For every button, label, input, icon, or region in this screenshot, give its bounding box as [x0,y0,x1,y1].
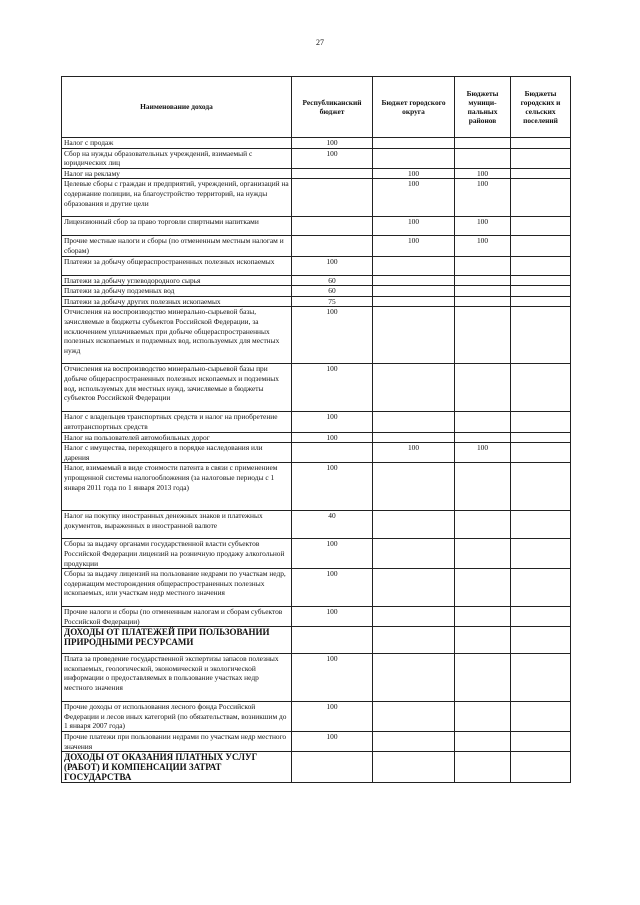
revenue-name-cell: Лицензионный сбор за право торговли спиртными напитками [62,217,292,236]
table-row [62,732,571,752]
municipal-district-share-cell [455,364,511,412]
city-district-share-cell [373,511,455,539]
settlement-share-cell [511,148,571,168]
municipal-district-share-cell [455,286,511,297]
republic-share-cell: 100 [292,702,373,732]
republic-share-cell: 100 [292,138,373,149]
city-district-share-cell [373,627,455,654]
revenue-name-cell: Налог с владельцев транспортных средств и налог на приобретение автотранспортных средств [62,412,292,432]
municipal-district-share-cell [455,511,511,539]
city-district-share-cell [373,275,455,286]
municipal-district-share-cell: 100 [455,168,511,179]
republic-share-cell: 100 [292,307,373,364]
table-row [62,179,571,217]
header-settlements-budget: Бюджеты городских и сельских поселений [511,77,571,138]
republic-share-cell: 60 [292,275,373,286]
city-district-share-cell: 100 [373,168,455,179]
city-district-share-cell [373,364,455,412]
municipal-district-share-cell [455,569,511,607]
table-row [62,168,571,179]
municipal-district-share-cell [455,412,511,432]
table-row [62,307,571,364]
republic-share-cell [292,168,373,179]
settlement-share-cell [511,463,571,511]
city-district-share-cell [373,539,455,569]
city-district-share-cell [373,286,455,297]
revenue-name-cell: Прочие налоги и сборы (по отмененным налогам и сборам субъектов Российской Федерации) [62,607,292,627]
header-revenue-name: Наименование дохода [62,77,292,138]
revenue-name-cell: Прочие местные налоги и сборы (по отмененным местным налогам и сборам) [62,236,292,256]
municipal-district-share-cell [455,296,511,307]
revenue-name-cell: Целевые сборы с граждан и предприятий, учреждений, организаций на содержание полиции, на благоустройство территорий, на нужды образования и другие цели [62,179,292,217]
city-district-share-cell [373,607,455,627]
municipal-district-share-cell [455,654,511,702]
table-row [62,296,571,307]
settlement-share-cell [511,432,571,443]
settlement-share-cell [511,179,571,217]
revenue-name-cell: ДОХОДЫ ОТ ПЛАТЕЖЕЙ ПРИ ПОЛЬЗОВАНИИ ПРИРОДНЫМИ РЕСУРСАМИ [62,627,292,654]
table-row [62,443,571,463]
city-district-share-cell [373,296,455,307]
table-row [62,275,571,286]
settlement-share-cell [511,138,571,149]
table-row [62,654,571,702]
republic-share-cell: 75 [292,296,373,307]
municipal-district-share-cell [455,732,511,752]
settlement-share-cell [511,732,571,752]
municipal-district-share-cell: 100 [455,236,511,256]
revenue-distribution-table [61,76,571,783]
table-row [62,569,571,607]
settlement-share-cell [511,627,571,654]
city-district-share-cell: 100 [373,217,455,236]
revenue-name-cell: Налог с имущества, переходящего в порядке наследования или дарения [62,443,292,463]
republic-share-cell [292,752,373,783]
republic-share-cell: 100 [292,256,373,275]
revenue-name-cell: Плата за проведение государственной экспертизы запасов полезных ископаемых, геологической, экономической и экологической информации о предоставляемых в пользование участках недр местного значения [62,654,292,702]
revenue-name-cell: Прочие доходы от использования лесного фонда Российской Федерации и лесов иных категорий (по обязательствам, возникшим до 1 января 2007 года) [62,702,292,732]
settlement-share-cell [511,296,571,307]
settlement-share-cell [511,752,571,783]
settlement-share-cell [511,275,571,286]
republic-share-cell: 100 [292,732,373,752]
table-header-row [62,77,571,138]
settlement-share-cell [511,168,571,179]
revenue-name-cell: Платежи за добычу других полезных ископаемых [62,296,292,307]
city-district-share-cell: 100 [373,443,455,463]
table-row [62,286,571,297]
city-district-share-cell [373,654,455,702]
city-district-share-cell [373,412,455,432]
table-row [62,236,571,256]
republic-share-cell [292,217,373,236]
settlement-share-cell [511,607,571,627]
settlement-share-cell [511,236,571,256]
republic-share-cell: 100 [292,148,373,168]
municipal-district-share-cell [455,138,511,149]
settlement-share-cell [511,702,571,732]
republic-share-cell: 100 [292,539,373,569]
table-row [62,138,571,149]
municipal-district-share-cell [455,275,511,286]
revenue-name-cell: ДОХОДЫ ОТ ОКАЗАНИЯ ПЛАТНЫХ УСЛУГ (РАБОТ) И КОМПЕНСАЦИИ ЗАТРАТ ГОСУДАРСТВА [62,752,292,783]
municipal-district-share-cell: 100 [455,443,511,463]
municipal-district-share-cell [455,148,511,168]
table-row [62,511,571,539]
table-row [62,148,571,168]
city-district-share-cell [373,148,455,168]
settlement-share-cell [511,364,571,412]
municipal-district-share-cell [455,607,511,627]
settlement-share-cell [511,256,571,275]
table-row [62,539,571,569]
municipal-district-share-cell [455,307,511,364]
republic-share-cell: 100 [292,607,373,627]
settlement-share-cell [511,539,571,569]
revenue-name-cell: Платежи за добычу подземных вод [62,286,292,297]
city-district-share-cell [373,307,455,364]
revenue-name-cell: Сборы за выдачу лицензий на пользование недрами по участкам недр, содержащим месторождения общераспространенных полезных ископаемых, или участкам недр местного значения [62,569,292,607]
republic-share-cell [292,443,373,463]
city-district-share-cell [373,256,455,275]
revenue-name-cell: Налог на рекламу [62,168,292,179]
republic-share-cell [292,236,373,256]
header-city-district-budget: Бюджет городского округа [373,77,455,138]
settlement-share-cell [511,412,571,432]
municipal-district-share-cell [455,256,511,275]
republic-share-cell: 40 [292,511,373,539]
settlement-share-cell [511,217,571,236]
city-district-share-cell [373,752,455,783]
republic-share-cell: 100 [292,569,373,607]
city-district-share-cell [373,463,455,511]
revenue-name-cell: Прочие платежи при пользовании недрами по участкам недр местного значения [62,732,292,752]
table-row [62,463,571,511]
revenue-name-cell: Налог на пользователей автомобильных дорог [62,432,292,443]
table-row [62,364,571,412]
table-row [62,607,571,627]
city-district-share-cell [373,138,455,149]
revenue-name-cell: Налог с продаж [62,138,292,149]
revenue-name-cell: Сбор на нужды образовательных учреждений, взимаемый с юридических лиц [62,148,292,168]
table-row [62,217,571,236]
settlement-share-cell [511,307,571,364]
revenue-name-cell: Налог на покупку иностранных денежных знаков и платежных документов, выраженных в иностранной валюте [62,511,292,539]
republic-share-cell: 100 [292,463,373,511]
republic-share-cell: 100 [292,364,373,412]
republic-share-cell: 100 [292,412,373,432]
republic-share-cell [292,179,373,217]
section-heading-row [62,627,571,654]
republic-share-cell [292,627,373,654]
settlement-share-cell [511,443,571,463]
section-heading-row [62,752,571,783]
city-district-share-cell: 100 [373,236,455,256]
revenue-name-cell: Отчисления на воспроизводство минерально-сырьевой базы, зачисляемые в бюджеты субъектов Российской Федерации, за исключением уплачиваемых при добыче общераспространенных полезных ископаемых и подземных вод, используемых для местных нужд [62,307,292,364]
municipal-district-share-cell [455,432,511,443]
page-number: 27 [316,38,324,47]
settlement-share-cell [511,511,571,539]
table-row [62,702,571,732]
city-district-share-cell [373,702,455,732]
header-republic-budget: Республиканский бюджет [292,77,373,138]
revenue-name-cell: Отчисления на воспроизводство минерально-сырьевой базы при добыче общераспространенных полезных ископаемых и подземных вод, используемых для местных нужд, зачисляемые в бюджеты субъектов Российской Федерации [62,364,292,412]
republic-share-cell: 60 [292,286,373,297]
table-row [62,412,571,432]
republic-share-cell: 100 [292,654,373,702]
municipal-district-share-cell [455,627,511,654]
settlement-share-cell [511,654,571,702]
municipal-district-share-cell [455,463,511,511]
revenue-name-cell: Налог, взимаемый в виде стоимости патента в связи с применением упрощенной системы налогообложения (за налоговые периоды с 1 января 2011 года по 1 января 2013 года) [62,463,292,511]
municipal-district-share-cell: 100 [455,179,511,217]
settlement-share-cell [511,569,571,607]
table-row [62,256,571,275]
municipal-district-share-cell [455,702,511,732]
city-district-share-cell [373,432,455,443]
republic-share-cell: 100 [292,432,373,443]
revenue-name-cell: Сборы за выдачу органами государственной власти субъектов Российской Федерации лицензий на розничную продажу алкогольной продукции [62,539,292,569]
header-municipal-districts-budget: Бюджеты муници-пальных районов [455,77,511,138]
settlement-share-cell [511,286,571,297]
city-district-share-cell [373,569,455,607]
municipal-district-share-cell: 100 [455,217,511,236]
city-district-share-cell [373,732,455,752]
revenue-name-cell: Платежи за добычу общераспространенных полезных ископаемых [62,256,292,275]
city-district-share-cell: 100 [373,179,455,217]
municipal-district-share-cell [455,752,511,783]
table-row [62,432,571,443]
revenue-name-cell: Платежи за добычу углеводородного сырья [62,275,292,286]
municipal-district-share-cell [455,539,511,569]
